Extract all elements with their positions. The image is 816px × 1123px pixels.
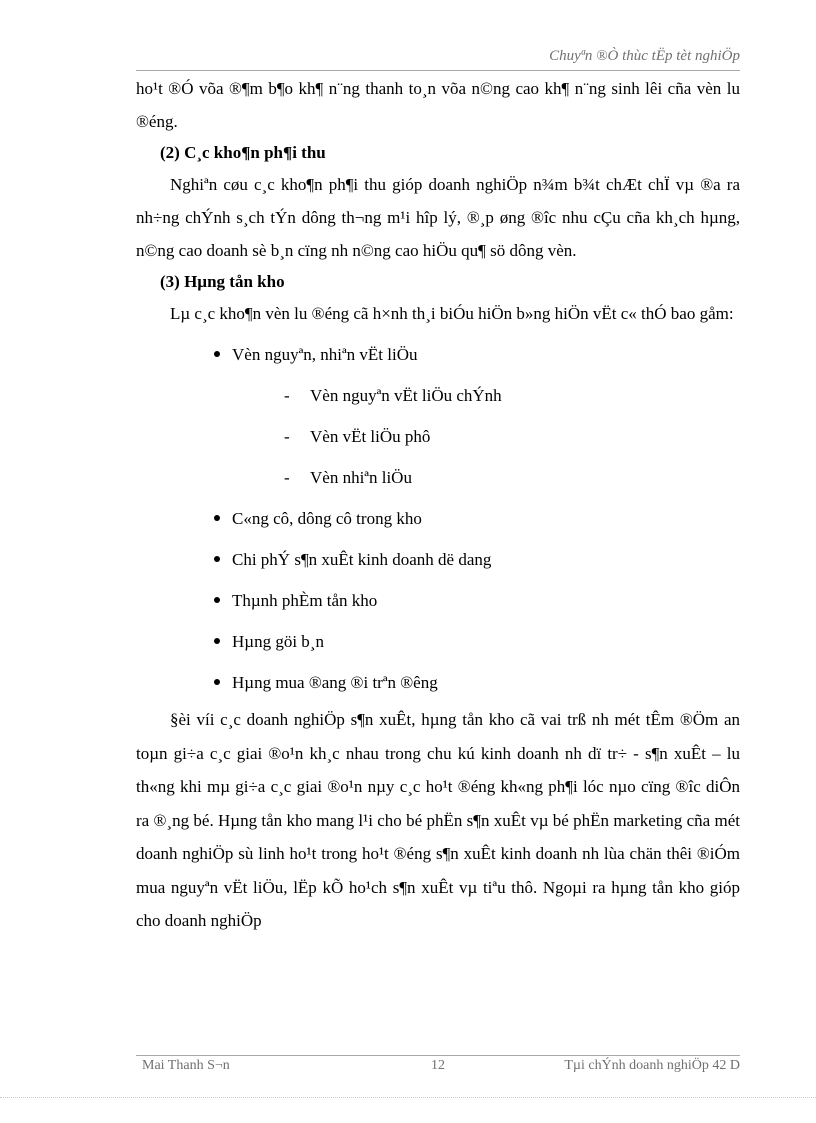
paragraph: Lµ c¸c kho¶n vèn lu ®éng cã h×nh th¸i biÓu hiÖn b»ng hiÖn vËt c« thÓ bao gåm: [170,304,734,323]
list-item-text: Vèn nhiªn liÖu [310,468,412,487]
dash-bullet: - [284,386,290,405]
page-header: Chuyªn ®Ò thùc tËp tèt nghiÖp [549,48,740,64]
list-item [136,498,740,539]
list-item [136,580,740,621]
bullet-icon [214,679,220,685]
bullet-icon [214,351,220,357]
document-body [136,72,740,938]
section-heading-receivables: (2) C¸c kho¶n ph¶i thu [160,143,326,162]
inventory-list [136,334,740,703]
list-subitem [136,457,740,498]
paragraph: Nghiªn cøu c¸c kho¶n ph¶i thu gióp doanh nghiÖp n¾m b¾t chÆt chÏ vµ ®a ra nh÷ng chÝnh s¸ch tÝn dông th¬ng m¹i hîp lý, ®¸p øng ®îc nhu cÇu cña kh¸ch hµng, n©ng cao doanh sè b¸n cïng nh n©ng cao hiÖu qu¶ sö dông vèn. [136,175,740,260]
footer-divider [136,1055,740,1056]
footer-class-info: Tµi chÝnh doanh nghiÖp 42 D [564,1058,740,1073]
footer-author: Mai Thanh S¬n [142,1058,230,1073]
list-item-text: Chi phÝ s¶n xuÊt kinh doanh dë dang [232,550,492,569]
list-item [136,662,740,703]
list-subitem [136,416,740,457]
bullet-icon [214,638,220,644]
list-item-text: Hµng mua ®ang ®i trªn ®êng [232,673,438,692]
list-subitem [136,375,740,416]
list-item [136,334,740,375]
list-item-text: Thµnh phÈm tån kho [232,591,378,610]
list-item-text: Vèn nguyªn vËt liÖu chÝnh [310,386,502,405]
list-item-text: Vèn nguyªn, nhiªn vËt liÖu [232,345,418,364]
list-item [136,539,740,580]
list-item-text: Vèn vËt liÖu phô [310,427,431,446]
bullet-icon [214,597,220,603]
section-heading-inventory: (3) Hµng tån kho [160,272,285,291]
bullet-icon [214,556,220,562]
dash-bullet: - [284,468,290,487]
page-number: 12 [431,1058,445,1073]
bullet-icon [214,515,220,521]
page-edge [0,1097,816,1098]
paragraph: §èi víi c¸c doanh nghiÖp s¶n xuÊt, hµng tån kho cã vai trß nh mét tÊm ®Öm an toµn gi÷a c¸c giai ®o¹n kh¸c nhau trong chu kú kinh doanh nh dï tr÷ - s¶n xuÊt – lu th«ng khi mµ gi÷a c¸c giai ®o¹n nµy c¸c ho¹t ®éng kh«ng ph¶i lóc nµo cïng ®îc diÔn ra ®¸ng bé. Hµng tån kho mang l¹i cho bé phËn s¶n xuÊt vµ bé phËn marketing cña mét doanh nghiÖp sù linh ho¹t trong ho¹t ®éng s¶n xuÊt kinh doanh nh lùa chän thêi ®iÓm mua nguyªn vËt liÖu, lËp kÕ ho¹ch s¶n xuÊt vµ tiªu thô. Ngoµi ra hµng tån kho gióp cho doanh nghiÖp [136,710,740,930]
dash-bullet: - [284,427,290,446]
list-item-text: Hµng göi b¸n [232,632,324,651]
paragraph: ho¹t ®Ó võa ®¶m b¶o kh¶ n¨ng thanh to¸n võa n©ng cao kh¶ n¨ng sinh lêi cña vèn lu ®éng. [136,79,740,131]
list-item-text: C«ng cô, dông cô trong kho [232,509,422,528]
header-divider [136,70,740,71]
list-item [136,621,740,662]
